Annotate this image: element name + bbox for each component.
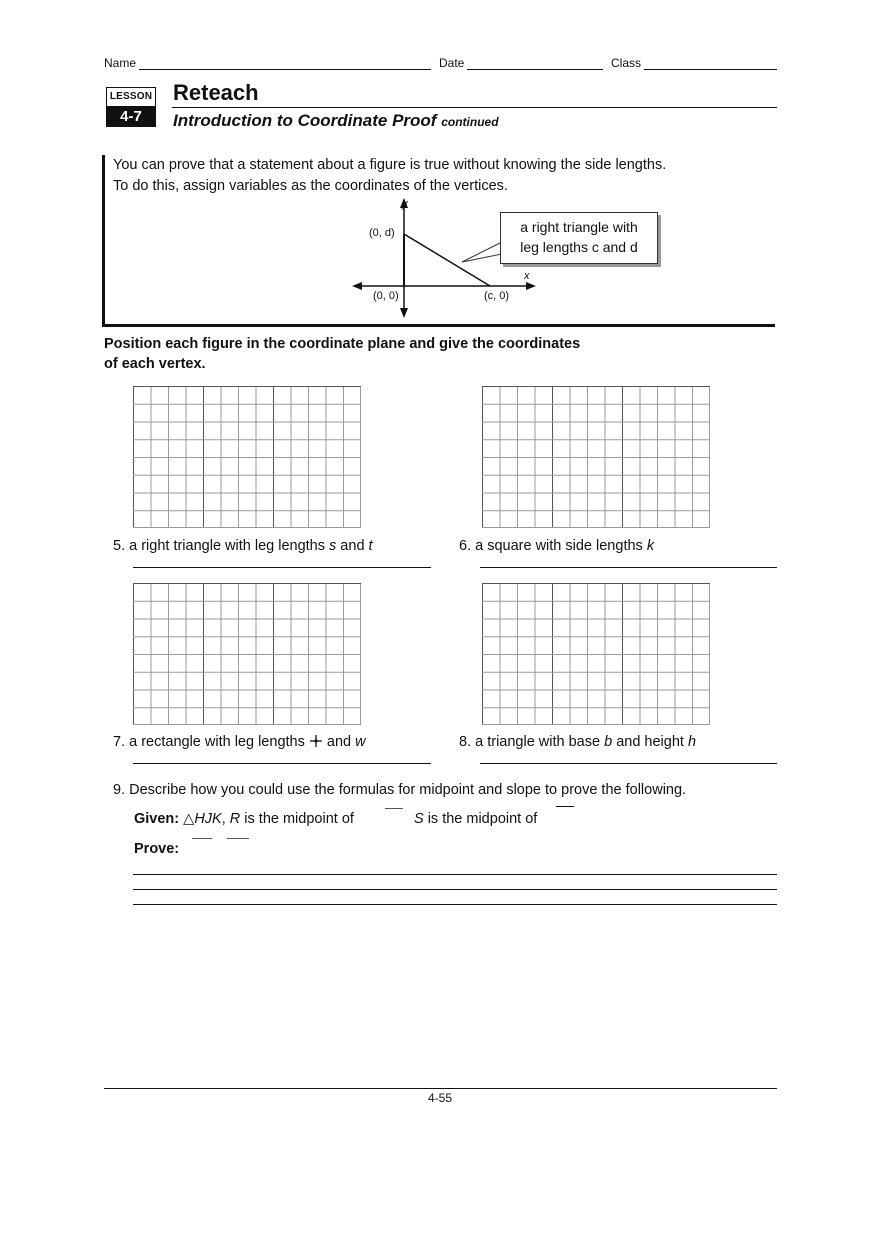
y-axis-label: y	[402, 198, 408, 210]
problem-6-number: 6.	[459, 538, 472, 554]
grid-problem-6[interactable]	[482, 386, 710, 528]
footer-rule	[104, 1088, 777, 1089]
point-s: S	[414, 811, 424, 827]
problem-8-number: 8.	[459, 734, 472, 750]
callout-pointer	[462, 242, 502, 262]
point-origin-label: (0, 0)	[373, 290, 399, 302]
problem-6-text: a square with side lengths	[475, 538, 647, 554]
date-field[interactable]	[467, 69, 603, 70]
problem-5-and: and	[336, 538, 369, 554]
lesson-word: LESSON	[109, 91, 153, 102]
missing-variable-glyph-icon	[309, 734, 323, 748]
segment-bar-2	[556, 806, 574, 807]
grid-problem-7[interactable]	[133, 583, 361, 725]
problem-9-number: 9.	[113, 782, 126, 798]
grid-problem-5[interactable]	[133, 386, 361, 528]
segment-bar-1	[385, 808, 403, 809]
intro-line-1: You can prove that a statement about a figure is true without knowing the side lengths.	[113, 157, 667, 173]
y-axis-arrow-down	[400, 308, 408, 318]
problem-8	[459, 734, 696, 750]
answer-line-8[interactable]	[480, 763, 777, 764]
r-midpoint-text: is the midpoint of	[240, 811, 354, 827]
triangle-name: HJK	[194, 811, 222, 827]
problem-5-var-s: s	[329, 538, 337, 554]
answer-line-6[interactable]	[480, 567, 777, 568]
callout-line-1: a right triangle with	[520, 219, 638, 235]
problem-7-and: and	[322, 734, 356, 750]
page-title: Reteach	[173, 80, 259, 105]
answer-line-9b[interactable]	[133, 889, 777, 890]
given-comma: ,	[221, 811, 226, 827]
grid-problem-8[interactable]	[482, 583, 710, 725]
date-label: Date	[439, 56, 465, 70]
point-right-label: (c, 0)	[484, 290, 510, 302]
diagram-callout	[500, 212, 658, 264]
problem-5-number: 5.	[113, 538, 126, 554]
problem-8-and: and height	[612, 734, 688, 750]
intro-box-left-border	[102, 155, 105, 327]
instructions-line-1: Position each figure in the coordinate plane and give the coordinates	[104, 336, 581, 352]
x-axis-arrow-left	[352, 282, 362, 290]
continued-label: continued	[441, 115, 499, 129]
callout-line-2: leg lengths c and d	[520, 239, 638, 255]
segment-bar-4	[227, 838, 249, 839]
problem-8-text: a triangle with base	[475, 734, 605, 750]
class-field[interactable]	[644, 69, 777, 70]
answer-line-9c[interactable]	[133, 904, 777, 905]
point-r: R	[229, 811, 241, 827]
intro-line-2: To do this, assign variables as the coordinates of the vertices.	[113, 178, 508, 194]
title-rule	[172, 107, 777, 108]
subtitle-text: Introduction to Coordinate Proof	[173, 111, 437, 130]
instructions-line-2: of each vertex.	[104, 356, 206, 372]
problem-5	[113, 538, 373, 554]
problem-7-text: a rectangle with leg lengths	[129, 734, 309, 750]
segment-bar-3	[192, 838, 212, 839]
page-number: 4-55	[427, 1091, 453, 1105]
answer-line-7[interactable]	[133, 763, 431, 764]
x-axis-arrow-right	[526, 282, 536, 290]
name-label: Name	[104, 56, 137, 70]
problem-8-var-h: h	[687, 734, 697, 750]
problem-7-number: 7.	[113, 734, 126, 750]
lesson-badge	[106, 87, 156, 127]
x-axis-label: x	[524, 270, 530, 282]
prove-label: Prove:	[134, 841, 180, 857]
problem-9-text: Describe how you could use the formulas for midpoint and slope to prove the following.	[129, 782, 687, 798]
name-field[interactable]	[139, 69, 431, 70]
problem-7	[113, 734, 366, 750]
class-label: Class	[611, 56, 642, 70]
problem-8-var-b: b	[604, 734, 613, 750]
point-top-label: (0, d)	[369, 227, 395, 239]
answer-line-9a[interactable]	[133, 874, 777, 875]
problem-6-var-k: k	[646, 538, 655, 554]
given-statement-2	[414, 811, 537, 827]
triangle-hypotenuse	[404, 234, 490, 286]
answer-line-5[interactable]	[133, 567, 431, 568]
lesson-number: 4-7	[107, 106, 155, 127]
problem-5-text: a right triangle with leg lengths	[129, 538, 330, 554]
problem-9	[113, 782, 686, 798]
intro-box-bottom-border	[102, 324, 775, 327]
given-label: Given:	[134, 811, 180, 827]
problem-7-var-w: w	[355, 734, 366, 750]
s-midpoint-text: is the midpoint of	[423, 811, 538, 827]
problem-6	[459, 538, 654, 554]
page-subtitle	[173, 111, 499, 131]
given-statement	[134, 811, 354, 827]
problem-5-var-t: t	[368, 538, 373, 554]
triangle-symbol: △	[183, 811, 195, 827]
